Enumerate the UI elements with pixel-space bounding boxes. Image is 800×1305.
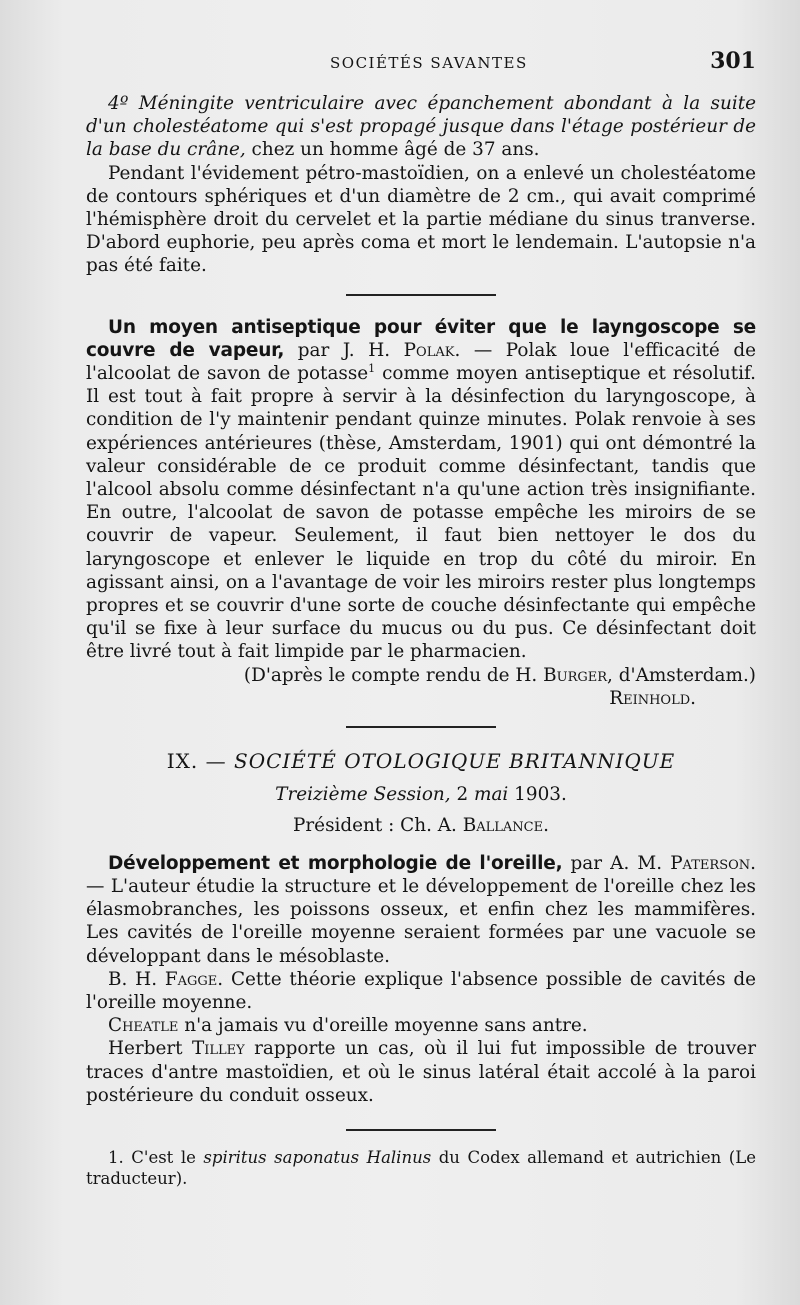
president-label: Président : Ch. A.: [293, 815, 463, 837]
comment-fagge-pre: B. H.: [108, 968, 165, 990]
running-head: SOCIÉTÉS SAVANTES: [330, 54, 528, 72]
president-name: Ballance: [462, 815, 544, 837]
article2-heading: Développement et morphologie de l'oreille,: [108, 852, 563, 874]
article1-author: Polak: [403, 339, 455, 361]
session-line: [86, 783, 756, 806]
comment-fagge: [86, 968, 756, 1014]
comment-cheatle-name: Cheatle: [108, 1015, 179, 1037]
footnote-number: 1.: [108, 1147, 132, 1167]
comment-tilley: [86, 1037, 756, 1107]
comment-cheatle: [86, 1014, 756, 1037]
section-number: IX. —: [166, 749, 234, 774]
article1-heading: Un moyen antiseptique pour éviter que le layngoscope se couvre de vapeur,: [86, 316, 756, 361]
page-header: [86, 48, 756, 78]
article1-text-b: comme moyen antiseptique et résolutif. Il est tout à fait propre à servir à la désinfection du laryngoscope, à condition de l'y maintenir pendant quinze minutes. Polak renvoie à ses expériences antérieures (thèse, Amsterdam, 1901) qui ont démontré la valeur considérable de ce produit comme désinfectant, tandis que l'alcool absolu comme désinfectant n'a qu'une action très insignifiante. En outre, l'alcoolat de savon de potasse empêche les miroirs de se couvrir de vapeur. Seulement, il faut bien nettoyer le dos du laryngoscope et enlever le liquide en trop du côté du miroir. En agissant ainsi, on a l'avantage de voir les miroirs rester plus longtemps propres et se couvrir d'une sorte de couche désinfectante qui empêche qu'il se fixe à leur surface du mucus ou du pus. Ce désinfectant doit être livré tout à fait limpide par le pharmacien.: [86, 363, 756, 663]
page-body: [86, 92, 756, 1189]
page-number: 301: [710, 48, 756, 74]
separator-rule: [346, 294, 496, 296]
president-end: .: [543, 815, 549, 837]
article1-source-name: Burger: [543, 664, 608, 686]
section-title: SOCIÉTÉ OTOLOGIQUE BRITANNIQUE: [234, 749, 676, 774]
footnote-post: du Codex allemand et autrichien (Le traducteur).: [86, 1147, 756, 1188]
session-day: 2: [450, 784, 475, 806]
comment-cheatle-text: n'a jamais vu d'oreille moyenne sans antre.: [178, 1015, 588, 1037]
item4-paragraph: Pendant l'évidement pétro-mastoïdien, on a enlevé un cholestéatome de contours sphériques et d'un diamètre de 2 cm., qui avait comprimé l'hémisphère droit du cervelet et la partie médiane du sinus tranverse. D'abord euphorie, peu après coma et mort le lendemain. L'autopsie n'a pas été faite.: [86, 162, 756, 277]
comment-tilley-name: Tilley: [191, 1038, 245, 1060]
article1-source-pre: (D'après le compte rendu de H.: [243, 664, 544, 686]
article2-text: . — L'auteur étudie la structure et le développement de l'oreille chez les élasmobranches, les poissons osseux, et enfin chez les mammifères. Les cavités de l'oreille moyenne seraient formées par une vacuole se développant dans le mésoblaste.: [86, 852, 756, 967]
section-heading: [86, 750, 756, 773]
session-month: mai: [474, 784, 509, 806]
footnote-ref: 1: [368, 361, 376, 375]
article1-by: par J. H.: [284, 339, 404, 361]
president-line: [86, 814, 756, 837]
item4-title: [86, 92, 756, 162]
session-year: 1903.: [508, 784, 567, 806]
comment-tilley-text: rapporte un cas, où il lui fut impossible de trouver traces d'antre mastoïdien, et où le sinus latéral était accolé à la paroi postérieure du conduit osseux.: [86, 1038, 756, 1106]
article1-paragraph: [86, 316, 756, 664]
comment-tilley-pre: Herbert: [108, 1038, 192, 1060]
article1-source: [86, 664, 756, 687]
article1-text-a: . — Polak loue l'efficacité de l'alcoolat de savon de potasse: [86, 339, 756, 385]
article2-paragraph: [86, 852, 756, 968]
footnote-italic: spiritus saponatus Halinus: [203, 1147, 432, 1167]
comment-fagge-text: . Cette théorie explique l'absence possible de cavités de l'oreille moyenne.: [86, 968, 757, 1013]
item4-title-rest: chez un homme âgé de 37 ans.: [245, 139, 540, 161]
separator-rule: [346, 726, 496, 728]
footnote-pre: C'est le: [131, 1147, 204, 1167]
session-name: Treizième Session,: [275, 784, 451, 806]
item4-title-italic: 4º Méningite ventriculaire avec épanchement abondant à la suite d'un cholestéatome qui s'est propagé jusque dans l'étage postérieur de la base du crâne,: [86, 93, 756, 161]
comment-fagge-name: Fagge: [164, 968, 218, 990]
article1-source-post: , d'Amsterdam.): [607, 664, 756, 686]
footnote-rule: [346, 1129, 496, 1131]
footnote: [86, 1147, 756, 1189]
article1-signature: Reinhold.: [609, 687, 696, 709]
article2-by: par A. M.: [562, 852, 671, 874]
article2-author: Paterson: [670, 852, 751, 874]
